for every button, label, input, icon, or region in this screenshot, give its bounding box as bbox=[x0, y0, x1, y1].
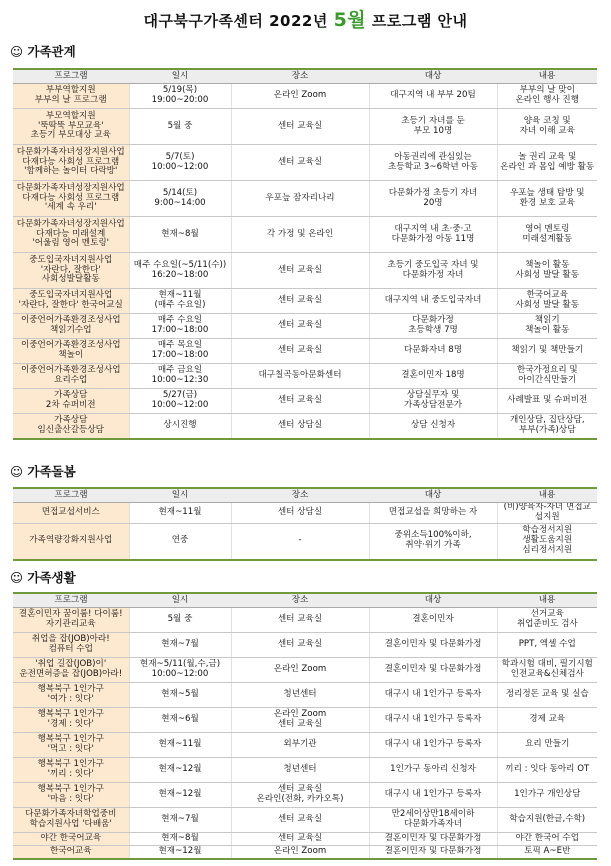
cell-target: 면접교섭을 희망하는 자 bbox=[369, 503, 497, 524]
cell-place: 우포늪 잠자리나리 bbox=[231, 181, 369, 217]
column-header-program: 프로그램 bbox=[13, 69, 129, 84]
cell-place: 온라인 Zoom bbox=[231, 658, 369, 683]
cell-schedule: 5/14(토) 9:00~14:00 bbox=[129, 181, 231, 217]
cell-content: 놀 권리 교육 및 온라인 과 몸입 예방 활동 bbox=[497, 145, 597, 181]
cell-content: 요리 만들기 bbox=[497, 733, 597, 758]
cell-target: 대구지역 내 중도입국자녀 bbox=[369, 289, 497, 314]
table-row bbox=[13, 633, 597, 658]
cell-target: 결혼이민자 및 다문화가정 bbox=[369, 633, 497, 658]
cell-content: 야간 한국어 수업 bbox=[497, 833, 597, 846]
cell-place: 센터 교육실 bbox=[231, 314, 369, 339]
section-title-family-relations: ☺ 가족관계 bbox=[10, 44, 76, 59]
cell-place: 청년센터 bbox=[231, 683, 369, 708]
cell-schedule: 현재~11월 bbox=[129, 733, 231, 758]
cell-content: 개인상담, 집단상담, 부부(가족)상담 bbox=[497, 414, 597, 440]
section-title-family-care: ☺ 가족돌봄 bbox=[10, 464, 76, 479]
table-row bbox=[13, 145, 597, 181]
cell-schedule: 매주 목요일 17:00~18:00 bbox=[129, 339, 231, 364]
cell-program: 한국어교육 bbox=[13, 846, 129, 860]
table-row bbox=[13, 708, 597, 733]
column-header-place: 장소 bbox=[231, 69, 369, 84]
table-row bbox=[13, 523, 597, 560]
cell-program: 이중언어가족환경조성사업 책놀이 bbox=[13, 339, 129, 364]
cell-target: 결혼이민자 bbox=[369, 608, 497, 633]
cell-content: 한국어교육 사회성 발달 활동 bbox=[497, 289, 597, 314]
section-title-family-life: ☺ 가족생활 bbox=[10, 570, 76, 585]
family-care-table bbox=[13, 487, 597, 561]
cell-schedule: 현재~7월 bbox=[129, 633, 231, 658]
table-row bbox=[13, 783, 597, 808]
cell-place: 외부기관 bbox=[231, 733, 369, 758]
cell-place: 온라인 Zoom 센터 교육실 bbox=[231, 708, 369, 733]
cell-target: 결혼이민자 및 다문화가정 bbox=[369, 833, 497, 846]
cell-place: 센터 교육실 bbox=[231, 145, 369, 181]
cell-content: 책읽기 책놀이 활동 bbox=[497, 314, 597, 339]
cell-program: 이중언어가족환경조성사업 책읽기수업 bbox=[13, 314, 129, 339]
cell-schedule: 5월 중 bbox=[129, 608, 231, 633]
table-row bbox=[13, 109, 597, 145]
cell-place: 센터 교육실 bbox=[231, 808, 369, 833]
cell-content: 1인가구 개인상담 bbox=[497, 783, 597, 808]
cell-program: 행복북구 1인가구 '먹고 : 잇다' bbox=[13, 733, 129, 758]
cell-target: 다문화자녀 8명 bbox=[369, 339, 497, 364]
table-row bbox=[13, 217, 597, 253]
family-life-table bbox=[13, 592, 597, 860]
cell-content: 토픽 A~E반 bbox=[497, 846, 597, 860]
cell-program: 가족상담 2차 슈퍼비전 bbox=[13, 389, 129, 414]
cell-place: 센터 상담실 bbox=[231, 503, 369, 524]
column-header-schedule: 일시 bbox=[129, 488, 231, 503]
table-row bbox=[13, 314, 597, 339]
table-row bbox=[13, 84, 597, 109]
cell-schedule: 매주 수요일(~5/11(수)) 16:20~18:00 bbox=[129, 253, 231, 289]
cell-schedule: 현재~11월 bbox=[129, 503, 231, 524]
cell-program: 이중언어가족환경조성사업 요리수업 bbox=[13, 364, 129, 389]
title-prefix: 대구북구가족센터 2022년 bbox=[143, 12, 334, 30]
table-header-row bbox=[13, 69, 597, 84]
cell-schedule: 현재~12월 bbox=[129, 758, 231, 783]
cell-program: 행복북구 1인가구 '경제 : 잇다' bbox=[13, 708, 129, 733]
cell-program: 부모역할지원 '뚝딱뚝 부모교육' 초등기 부모대상 교육 bbox=[13, 109, 129, 145]
title-month: 5월 bbox=[333, 9, 367, 31]
cell-target: 대구시 내 1인가구 등록자 bbox=[369, 783, 497, 808]
table-row bbox=[13, 733, 597, 758]
cell-schedule: 5/27(금) 10:00~12:00 bbox=[129, 389, 231, 414]
cell-place: 센터 교육실 bbox=[231, 109, 369, 145]
family-relations-table bbox=[13, 68, 597, 440]
cell-schedule: 현재~12월 bbox=[129, 846, 231, 860]
cell-program: 다문화가족자녀성장지원사업 다재다능 사회성 프로그램 '세계 속 우리' bbox=[13, 181, 129, 217]
cell-program: 다문화가족자녀성장지원사업 다재다능 미래설계 '어울림 영어 멘토링' bbox=[13, 217, 129, 253]
table-row bbox=[13, 608, 597, 633]
cell-target: 초등기 자녀를 둔 부모 10명 bbox=[369, 109, 497, 145]
cell-schedule: 연중 bbox=[129, 523, 231, 560]
cell-program: 결혼이민자 꿈이룸! 다이룸! 자기관리교육 bbox=[13, 608, 129, 633]
cell-schedule: 5월 중 bbox=[129, 109, 231, 145]
cell-schedule: 현재~8월 bbox=[129, 833, 231, 846]
cell-program: 중도입국자녀지원사업 '자란다, 잘한다' 사회성발달활동 bbox=[13, 253, 129, 289]
cell-target: 대구지역 내 초·중·고 다문화가정 아동 11명 bbox=[369, 217, 497, 253]
cell-schedule: 5/19(목) 19:00~20:00 bbox=[129, 84, 231, 109]
cell-place: 센터 교육실 bbox=[231, 339, 369, 364]
column-header-target: 대상 bbox=[369, 488, 497, 503]
cell-content: 영어 멘토링 미래설계활동 bbox=[497, 217, 597, 253]
table-row bbox=[13, 181, 597, 217]
table-row bbox=[13, 808, 597, 833]
cell-place: 청년센터 bbox=[231, 758, 369, 783]
cell-target: 결혼이민자 18명 bbox=[369, 364, 497, 389]
cell-place: 각 가정 및 온라인 bbox=[231, 217, 369, 253]
cell-target: 대구지역 내 부부 20팀 bbox=[369, 84, 497, 109]
cell-place: 센터 교육실 bbox=[231, 389, 369, 414]
table-row bbox=[13, 364, 597, 389]
cell-place: 온라인 Zoom bbox=[231, 84, 369, 109]
cell-target: 상담실무자 및 가족상담전문가 bbox=[369, 389, 497, 414]
cell-schedule: 현재~6월 bbox=[129, 708, 231, 733]
table-row bbox=[13, 846, 597, 860]
cell-content: 책읽기 및 책만들기 bbox=[497, 339, 597, 364]
cell-program: 행복북구 1인가구 '마음 : 잇다' bbox=[13, 783, 129, 808]
table-row bbox=[13, 414, 597, 440]
cell-program: 취업을 잡(JOB)아라! 컴퓨터 수업 bbox=[13, 633, 129, 658]
table-header-row bbox=[13, 488, 597, 503]
cell-content: 학과시험 대비, 필기시험 인전교육&신체검사 bbox=[497, 658, 597, 683]
cell-program: 가족역량강화지원사업 bbox=[13, 523, 129, 560]
cell-content: 경제 교육 bbox=[497, 708, 597, 733]
column-header-schedule: 일시 bbox=[129, 593, 231, 608]
table-row bbox=[13, 339, 597, 364]
cell-schedule: 현재~12월 bbox=[129, 783, 231, 808]
cell-content: 책놀이 활동 사회성 발달 활동 bbox=[497, 253, 597, 289]
table-row bbox=[13, 253, 597, 289]
cell-content: 사례발표 및 슈퍼비전 bbox=[497, 389, 597, 414]
cell-content: 양육 코칭 및 자녀 이해 교육 bbox=[497, 109, 597, 145]
table-row bbox=[13, 503, 597, 524]
cell-program: 중도입국자녀지원사업 '자란다, 잘한다' 한국어교실 bbox=[13, 289, 129, 314]
table-row bbox=[13, 758, 597, 783]
column-header-place: 장소 bbox=[231, 488, 369, 503]
cell-place: 센터 교육실 bbox=[231, 289, 369, 314]
cell-target: 다문화가정 초등학생 7명 bbox=[369, 314, 497, 339]
table-row bbox=[13, 389, 597, 414]
cell-target: 중위소득100%이하, 취약·위기 가족 bbox=[369, 523, 497, 560]
cell-target: 1인가구 동아리 신청자 bbox=[369, 758, 497, 783]
cell-schedule: 현재~5/11(월,수,금) 10:00~12:00 bbox=[129, 658, 231, 683]
cell-target: 대구시 내 1인가구 등록자 bbox=[369, 733, 497, 758]
cell-target: 대구시 내 1인가구 등록자 bbox=[369, 708, 497, 733]
title-suffix: 프로그램 안내 bbox=[366, 12, 468, 30]
cell-place: 대구칠곡동아문화센터 bbox=[231, 364, 369, 389]
cell-place: 센터 교육실 온라인(전화, 카카오톡) bbox=[231, 783, 369, 808]
column-header-program: 프로그램 bbox=[13, 488, 129, 503]
column-header-target: 대상 bbox=[369, 69, 497, 84]
cell-program: 다문화가족자녀학업중비 학습지원사업 '다배움' bbox=[13, 808, 129, 833]
cell-target: 결혼이민자 및 다문화가정 bbox=[369, 846, 497, 860]
cell-place: 센터 교육실 bbox=[231, 608, 369, 633]
cell-schedule: 매주 수요일 17:00~18:00 bbox=[129, 314, 231, 339]
cell-place: - bbox=[231, 523, 369, 560]
cell-target: 아동권리에 관심있는 초등학교 3~6학년 아동 bbox=[369, 145, 497, 181]
column-header-program: 프로그램 bbox=[13, 593, 129, 608]
cell-content: 학습정서지원 생활도움지원 심리정서지원 bbox=[497, 523, 597, 560]
cell-program: '취업 길잡(JOB)이' 운전면허증을 잡(JOB)아라! bbox=[13, 658, 129, 683]
cell-target: 만2세이상만18세이하 다문화가족자녀 bbox=[369, 808, 497, 833]
cell-content: PPT, 엑셀 수업 bbox=[497, 633, 597, 658]
cell-program: 야간 한국어교육 bbox=[13, 833, 129, 846]
table-row bbox=[13, 289, 597, 314]
table-header-row bbox=[13, 593, 597, 608]
cell-place: 센터 교육실 bbox=[231, 833, 369, 846]
cell-content: 학습지원(한글,수학) bbox=[497, 808, 597, 833]
cell-content: (비)양육자-자녀 면접교섭지원 bbox=[497, 503, 597, 524]
cell-content: 정리정돈 교육 및 실습 bbox=[497, 683, 597, 708]
cell-schedule: 현재~11월 (매주 수요일) bbox=[129, 289, 231, 314]
column-header-target: 대상 bbox=[369, 593, 497, 608]
cell-program: 가족상담 임신출산갈등상담 bbox=[13, 414, 129, 440]
cell-program: 다문화가족자녀성장지원사업 다재다능 사회성 프로그램 '함께하는 놀이터 다락방' bbox=[13, 145, 129, 181]
cell-program: 부부역할지원 부부의 날 프로그램 bbox=[13, 84, 129, 109]
table-row bbox=[13, 683, 597, 708]
column-header-schedule: 일시 bbox=[129, 69, 231, 84]
cell-content: 우포늪 생태 탐방 및 환경 보호 교육 bbox=[497, 181, 597, 217]
cell-schedule: 현재~5월 bbox=[129, 683, 231, 708]
cell-target: 상담 신청자 bbox=[369, 414, 497, 440]
cell-place: 온라인 Zoom bbox=[231, 846, 369, 860]
cell-program: 행복북구 1인가구 '여가 : 잇다' bbox=[13, 683, 129, 708]
cell-place: 센터 교육실 bbox=[231, 253, 369, 289]
table-row bbox=[13, 833, 597, 846]
cell-schedule: 5/7(토) 10:00~12:00 bbox=[129, 145, 231, 181]
cell-target: 대구시 내 1인가구 등록자 bbox=[369, 683, 497, 708]
cell-target: 다문화가정 초등기 자녀 20명 bbox=[369, 181, 497, 217]
cell-schedule: 현재~8월 bbox=[129, 217, 231, 253]
table-row bbox=[13, 658, 597, 683]
cell-program: 면접교섭서비스 bbox=[13, 503, 129, 524]
cell-place: 센터 상담실 bbox=[231, 414, 369, 440]
cell-target: 결혼이민자 및 다문화가정 bbox=[369, 658, 497, 683]
cell-content: 부부의 날 맞이 온라인 행사 진행 bbox=[497, 84, 597, 109]
cell-content: 끼리 : 잇다 동아리 OT bbox=[497, 758, 597, 783]
column-header-content: 내용 bbox=[497, 69, 597, 84]
cell-schedule: 매주 금요일 10:00~12:30 bbox=[129, 364, 231, 389]
cell-content: 선거교육 취업준비도 검사 bbox=[497, 608, 597, 633]
page-title bbox=[0, 5, 611, 32]
cell-schedule: 현재~7월 bbox=[129, 808, 231, 833]
cell-schedule: 상시진행 bbox=[129, 414, 231, 440]
column-header-place: 장소 bbox=[231, 593, 369, 608]
cell-program: 행복북구 1인가구 '끼리 : 잇다' bbox=[13, 758, 129, 783]
column-header-content: 내용 bbox=[497, 488, 597, 503]
column-header-content: 내용 bbox=[497, 593, 597, 608]
cell-place: 센터 교육실 bbox=[231, 633, 369, 658]
cell-content: 한국가정요리 및 아이간식만들기 bbox=[497, 364, 597, 389]
cell-target: 초등기 중도입국 자녀 및 다문화가정 자녀 bbox=[369, 253, 497, 289]
